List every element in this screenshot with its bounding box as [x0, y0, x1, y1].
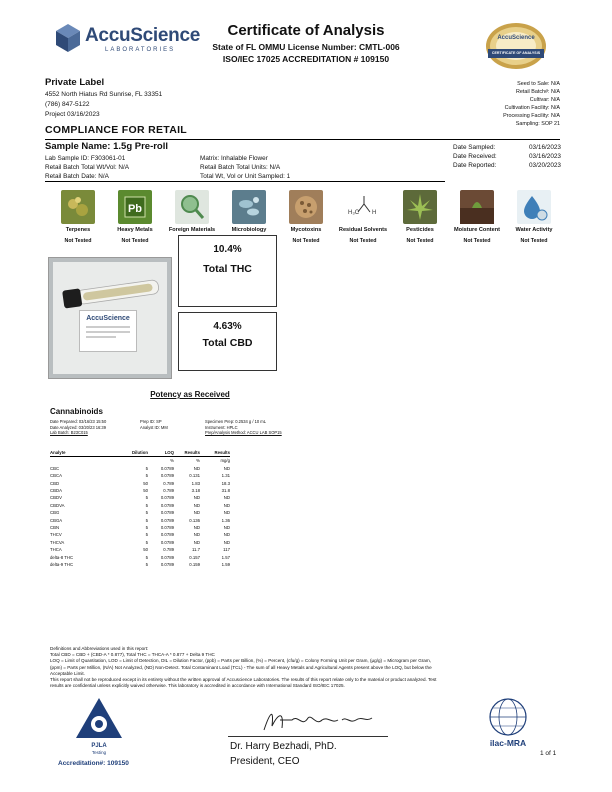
seed-to-sale: Seed to Sale: N/A [517, 81, 560, 87]
unit-results-pct: % [196, 458, 200, 464]
date-sampled-row [453, 143, 561, 152]
test-status-pesticides: Not Tested [406, 238, 434, 244]
cell-result-mg: ND [223, 539, 230, 545]
cell-dilution: 5 [145, 495, 148, 501]
test-label-water-activity: Water Activity [515, 227, 553, 233]
cell-result-pct: ND [193, 465, 200, 471]
cell-result-pct: 3.18 [191, 488, 200, 494]
signature-image [258, 704, 378, 736]
vial-brand: AccuScience [86, 315, 130, 322]
cultivar: Cultivar: N/A [529, 97, 560, 103]
prep-analysis-method: Prep/Analysis Method: ACCU LAB SOP15 [205, 430, 282, 435]
cell-result-pct: 0.157 [189, 554, 200, 560]
report-title: Certificate of Analysis [227, 22, 385, 39]
cell-result-mg: ND [223, 495, 230, 501]
compliance-heading: COMPLIANCE FOR RETAIL [45, 124, 188, 136]
definitions-block [50, 646, 565, 689]
total-cbd-value: 4.63% [213, 321, 242, 332]
svg-text:Pb: Pb [127, 203, 143, 215]
cell-dilution: 5 [145, 473, 148, 479]
cell-loq: 0.0789 [160, 510, 174, 516]
table-row [50, 494, 230, 501]
date-reported-value: 03/20/2023 [529, 162, 561, 169]
pjla-logo [62, 696, 142, 766]
ilac-mra-logo [480, 697, 536, 755]
cell-result-pct: 0.131 [189, 473, 200, 479]
pb-icon [118, 190, 152, 224]
total-thc-value: 10.4% [213, 244, 242, 255]
specimen-prep: Specimen Prep: 0.2534 g / 10 mL [205, 419, 266, 424]
cell-result-mg: 31.8 [221, 488, 230, 494]
table-row [50, 472, 230, 479]
cell-dilution: 50 [143, 547, 148, 553]
total-cbd-box [178, 312, 277, 371]
processing-facility: Processing Facility: N/A [503, 113, 560, 119]
cell-loq: 0.0789 [160, 473, 174, 479]
potency-meta-left [50, 419, 106, 436]
cell-loq: 0.0789 [160, 554, 174, 560]
test-status-heavy-metals: Not Tested [121, 238, 149, 244]
retail-batch-number: Retail Batch#: N/A [515, 89, 560, 95]
cell-dilution: 5 [145, 525, 148, 531]
cell-dilution: 5 [145, 465, 148, 471]
terpene-icon [61, 190, 95, 224]
col-results-mg: Results [200, 449, 230, 457]
unit-loq: % [170, 458, 174, 464]
cell-loq: 0.789 [163, 480, 174, 486]
cell-analyte: CBC [50, 465, 60, 471]
definitions-line-5: Acceptable Limit. [50, 670, 85, 676]
sample-underline [45, 181, 445, 182]
test-status-residual-solvents: Not Tested [349, 238, 377, 244]
accreditation-footer: Accreditation#: 109150 [58, 760, 129, 767]
date-analyzed: Date Analyzed: 03/20/23 16:39 [50, 424, 106, 430]
accreditation-number: ISO/IEC 17025 ACCREDITATION # 109150 [222, 54, 390, 64]
pjla-sub: Testing [91, 750, 107, 755]
cell-result-mg: ND [223, 510, 230, 516]
cell-loq: 0.0789 [160, 562, 174, 568]
cell-result-pct: ND [193, 502, 200, 508]
logo-name: AccuScience [85, 25, 200, 46]
cell-result-mg: 1.36 [221, 517, 230, 523]
client-name: Private Label [45, 77, 105, 88]
cell-dilution: 5 [145, 539, 148, 545]
cell-result-pct: ND [193, 532, 200, 538]
cell-result-pct: ND [193, 495, 200, 501]
cell-loq: 0.0789 [160, 495, 174, 501]
lab-sample-id: Lab Sample ID: F303061-01 [45, 155, 126, 162]
col-results-pct: Results [174, 449, 200, 457]
cell-result-mg: 1.59 [221, 562, 230, 568]
potency-meta-right [205, 419, 282, 436]
date-received-row [453, 152, 561, 161]
cell-dilution: 50 [143, 488, 148, 494]
table-row [50, 524, 230, 531]
cell-analyte: delta-9 THC [50, 562, 74, 568]
water-drop-icon [517, 190, 551, 224]
total-thc-box [178, 235, 277, 307]
cell-result-pct: ND [193, 510, 200, 516]
cell-result-pct: 0.159 [189, 562, 200, 568]
date-reported-label: Date Reported: [453, 162, 497, 169]
badge-top-text: AccuScience [497, 35, 535, 41]
cell-dilution: 5 [145, 562, 148, 568]
cell-dilution: 50 [143, 480, 148, 486]
dates-block [453, 143, 561, 170]
date-received-value: 03/16/2023 [529, 153, 561, 160]
cell-loq: 0.789 [163, 488, 174, 494]
logo-sub: LABORATORIES [105, 47, 176, 53]
test-label-foreign-materials: Foreign Materials [168, 227, 216, 233]
cell-analyte: THCA [50, 547, 62, 553]
pjla-triangle-icon [74, 696, 124, 742]
mycotoxin-icon [289, 190, 323, 224]
definitions-line-6: This report shall not be reproduced except in its entirety without the written approval of Accuscience Laboratories. The results of this report relate only to the material or product analyzed. Test [50, 677, 437, 683]
table-header-row [50, 449, 230, 457]
retail-batch-total: Retail Batch Total Wt/Vol: N/A [45, 164, 130, 171]
table-row [50, 480, 230, 487]
col-loq: LOQ [148, 449, 174, 457]
table-row [50, 531, 230, 538]
analyst-id: Analyst ID: MM [140, 424, 168, 430]
signature-line [228, 736, 388, 737]
potency-meta-mid [140, 419, 168, 430]
table-row [50, 487, 230, 494]
unit-analyte [50, 457, 132, 465]
cell-loq: 0.0789 [160, 465, 174, 471]
test-label-residual-solvents: Residual Solvents [338, 227, 388, 233]
definitions-line-1: Definitions and Abbreviations used in this report: [50, 646, 149, 651]
cell-loq: 0.0789 [160, 539, 174, 545]
leaf-icon [403, 190, 437, 224]
test-label-heavy-metals: Heavy Metals [117, 227, 153, 233]
unit-results-mg: mg/g [220, 458, 230, 464]
cell-result-pct: ND [193, 539, 200, 545]
cell-analyte: CBDV [50, 495, 62, 501]
cell-analyte: CBN [50, 525, 60, 531]
pre-roll-tube-icon [59, 274, 163, 314]
potency-heading: Potency as Received [150, 390, 230, 399]
signer-role: President, CEO [230, 756, 300, 767]
definitions-line-2: Total CBD = CBD + (CBD-A * 0.877), Total THC = THCA-A * 0.877 + Delta 9 THC [50, 652, 215, 658]
retail-batch-units: Retail Batch Total Units: N/A [200, 164, 281, 171]
test-status-moisture-content: Not Tested [463, 238, 491, 244]
test-label-microbiology: Microbiology [231, 227, 267, 233]
badge-seal-icon [482, 21, 550, 71]
client-address: 4552 North Hiatus Rd Sunrise, FL 33351 [45, 91, 163, 98]
pjla-name: PJLA [91, 743, 107, 749]
definitions-line-7: results are confidential unless explicitly waived otherwise. This laboratory is accredited in accordance with International Standard ISO/IEC 17025. [50, 683, 345, 689]
client-phone: (786) 847-5122 [45, 101, 90, 108]
col-dilution: Dilution [132, 450, 148, 455]
microbe-icon [232, 190, 266, 224]
cell-loq: 0.0789 [160, 532, 174, 538]
date-received-label: Date Received: [453, 153, 497, 160]
cell-analyte: CBDA [50, 488, 62, 494]
table-row [50, 502, 230, 509]
cell-result-pct: 1.83 [191, 480, 200, 486]
license-number: State of FL OMMU License Number: CMTL-006 [212, 42, 400, 52]
cell-dilution: 5 [145, 502, 148, 508]
cell-analyte: CBDVA [50, 502, 65, 508]
test-label-pesticides: Pesticides [406, 227, 434, 233]
cell-loq: 0.0789 [160, 502, 174, 508]
date-sampled-label: Date Sampled: [453, 144, 496, 151]
cell-result-mg: ND [223, 465, 230, 471]
test-label-moisture-content: Moisture Content [454, 227, 500, 233]
date-prepared: Date Prepared: 03/16/23 15:50 [50, 419, 107, 424]
table-row [50, 546, 230, 553]
cell-result-mg: 117 [223, 547, 230, 553]
signer-name: Dr. Harry Bezhadi, PhD. [230, 741, 337, 752]
cultivation-facility: Cultivation Facility: N/A [504, 105, 560, 111]
cell-analyte: CBCA [50, 473, 62, 479]
definitions-line-4: (ppm) = Parts per Million, (N/A) Not Analyzed, (ND) Non-Detect. Total Contaminant Load (TCL) - The sum of all Heavy Metals and Agricultural Agents present above the LOQ, but below the [50, 664, 432, 670]
cannabinoids-table [50, 449, 230, 569]
ilac-globe-icon [480, 697, 536, 737]
date-reported-row [453, 161, 561, 170]
cell-dilution: 5 [145, 554, 148, 560]
test-status-water-activity: Not Tested [520, 238, 548, 244]
cell-result-pct: 0.136 [189, 517, 200, 523]
unit-dilution [132, 457, 148, 465]
cell-loq: 0.0789 [160, 525, 174, 531]
lab-batch: Lab Batch: B23C015 [50, 430, 88, 435]
total-cbd-label: Total CBD [202, 337, 253, 349]
table-row [50, 539, 230, 546]
page-number: 1 of 1 [540, 750, 557, 757]
cell-result-mg: 1.31 [221, 473, 230, 479]
cell-dilution: 5 [145, 510, 148, 516]
badge-bottom-text: CERTIFICATE OF ANALYSIS [491, 51, 541, 55]
cell-result-mg: ND [223, 502, 230, 508]
test-label-mycotoxins: Mycotoxins [290, 227, 322, 233]
instrument: Instrument: HPLC [205, 424, 238, 430]
cell-dilution: 5 [145, 517, 148, 523]
svg-text:H₃C: H₃C [348, 210, 360, 216]
table-row [50, 561, 230, 568]
cell-analyte: CBGA [50, 517, 63, 523]
magnifier-icon [175, 190, 209, 224]
test-status-mycotoxins: Not Tested [292, 238, 320, 244]
project-date: Project 03/16/2023 [45, 111, 100, 118]
sample-name: Sample Name: 1.5g Pre-roll [45, 141, 169, 152]
cell-analyte: CBD [50, 480, 60, 486]
cell-analyte: CBG [50, 510, 60, 516]
prep-id: Prep ID: SP [140, 419, 162, 424]
sampling-sop: Sampling: SOP 21 [515, 121, 560, 127]
test-status-terpenes: Not Tested [64, 238, 92, 244]
cell-analyte: delta-8 THC [50, 554, 74, 560]
cell-loq: 0.789 [163, 547, 174, 553]
soil-icon [460, 190, 494, 224]
vial-label [79, 310, 137, 352]
cell-result-pct: ND [193, 525, 200, 531]
total-thc-label: Total THC [203, 263, 252, 275]
table-row [50, 554, 230, 561]
ilac-text: ilac-MRA [489, 738, 527, 748]
date-sampled-value: 03/16/2023 [529, 144, 561, 151]
table-units-row [50, 457, 230, 465]
cell-dilution: 5 [145, 532, 148, 538]
cell-result-pct: 11.7 [191, 547, 200, 553]
svg-text:H: H [372, 210, 377, 216]
molecule-icon [346, 190, 380, 224]
table-row [50, 517, 230, 524]
total-wt-sampled: Total Wt, Vol or Unit Sampled: 1 [200, 173, 291, 180]
cell-loq: 0.0789 [160, 517, 174, 523]
matrix: Matrix: Inhalable Flower [200, 155, 268, 162]
client-block [45, 77, 162, 120]
cell-result-mg: 18.3 [221, 480, 230, 486]
cell-result-mg: ND [223, 525, 230, 531]
cell-analyte: THCV [50, 532, 62, 538]
retail-batch-date: Retail Batch Date: N/A [45, 173, 109, 180]
col-analyte: Analyte [50, 449, 132, 457]
compliance-divider [45, 139, 560, 140]
sample-tracking-info [400, 80, 560, 128]
cell-result-mg: 1.57 [221, 554, 230, 560]
cell-analyte: THCVA [50, 539, 65, 545]
test-panels [49, 190, 569, 250]
cannabinoids-heading: Cannabinoids [50, 407, 103, 416]
definitions-line-3: LOQ = Limit of Quantitation, LOD = Limit of Detection, DIL = Dilution Factor, (ppb) = Parts per Billion, (%) = Percent, (cfu/g) = Colony Forming Unit per Gram, (µg/g) = Microgram per Gram, [50, 658, 431, 664]
test-label-terpenes: Terpenes [65, 227, 91, 233]
table-row [50, 509, 230, 516]
cell-result-mg: ND [223, 532, 230, 538]
certificate-badge [482, 21, 550, 71]
product-photo [48, 257, 172, 379]
table-row [50, 465, 230, 472]
